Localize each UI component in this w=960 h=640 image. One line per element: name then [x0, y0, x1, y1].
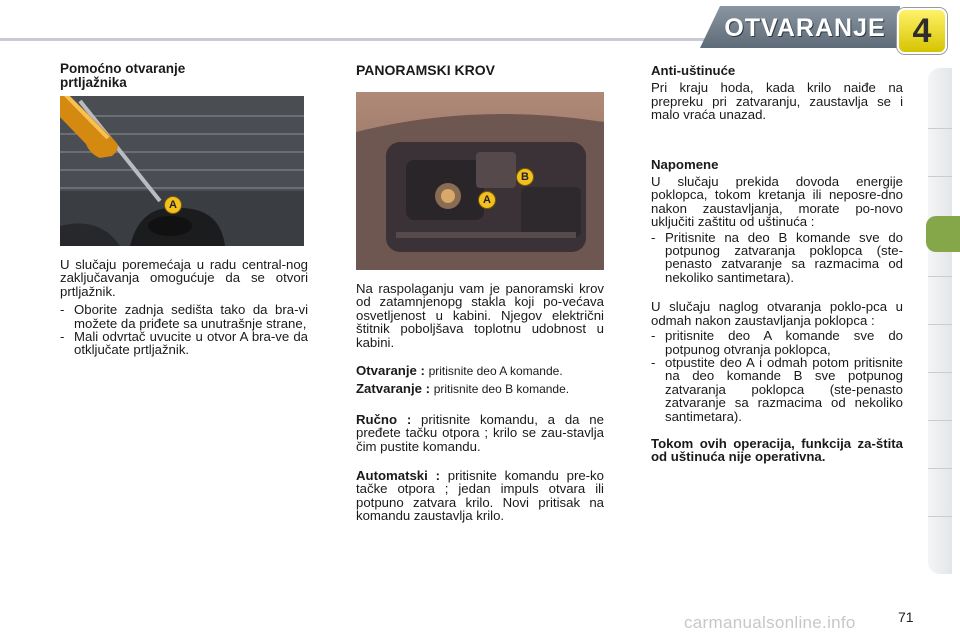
paragraph: U slučaju poremećaja u radu central-nog zaključavanja omogućuje da se otvori prtljažnik.	[60, 257, 308, 299]
section-heading: Anti-uštinuće	[651, 63, 736, 78]
list-item: - Oborite zadnja sedišta tako da bra-vi možete da priđete sa unutrašnje strane,	[60, 302, 308, 331]
middle-column-heading-wrap	[356, 64, 606, 77]
list-item: - otpustite deo A i odmah potom pritisnite na deo komande B sve potpunog zatvaranja poklopca (ste-penasto zatvaranje sa razmacima od nekoliko santimetara).	[651, 354, 903, 424]
paragraph: Na raspolaganju vam je panoramski krov od zatamnjenopg stakla koji po-većava osvetljenost u kabini. Njegov električni štitnik poboljšava toplotnu udobnost u kabini.	[356, 281, 604, 350]
instruction-text: pritisnite deo B komande.	[433, 382, 570, 397]
side-tab-divider	[928, 372, 952, 373]
section-heading: PANORAMSKI KROV	[356, 62, 495, 78]
paragraph: U slučaju prekida dovoda energije poklopca, tokom kretanja ili neposre-dno nakon zaustavljanja, morate po-novo uključiti zaštitu od uštinuća :	[651, 174, 903, 230]
left-body	[60, 258, 308, 357]
roof-control-photo	[356, 92, 604, 270]
instruction-label: Otvaranje :	[356, 363, 425, 379]
list-item-text: Oborite zadnja sedišta tako da bra-vi možete da priđete sa unutrašnje strane,	[74, 302, 308, 331]
right-column	[651, 64, 903, 464]
left-column	[60, 62, 310, 90]
side-tab-divider	[928, 128, 952, 129]
instruction-text: pritisnite deo A komande.	[428, 364, 563, 379]
manual-instruction	[356, 413, 604, 453]
list-item: - pritisnite deo A komande sve do potpunog otvranja poklopca,	[651, 328, 903, 357]
side-tab-divider	[928, 276, 952, 277]
callout-b-badge: B	[516, 168, 534, 186]
list-item: - Mali odvrtač uvucite u otvor A bra-ve da otključate prtljažnik.	[60, 329, 308, 358]
trunk-lock-photo	[60, 96, 304, 246]
paragraph: U slučaju naglog otvaranja poklo-pca u odmah nakon zaustavljanja poklopca :	[651, 299, 903, 328]
list-item-text: Pritisnite na deo B komande sve do potpunog zatvaranja poklopca (ste-penasto zatvaranje sa razmacima od nekoliko santimetara).	[665, 229, 903, 285]
side-tab-current[interactable]	[926, 216, 960, 252]
callout-a-badge: A	[478, 191, 496, 209]
list-item-text: otpustite deo A i odmah potom pritisnite na deo komande B sve potpunog zatvaranja poklopca (ste-penasto zatvaranje sa razmacima od nekoliko santimetara).	[665, 354, 903, 424]
section-heading: Pomoćno otvaranje prtljažnika	[60, 61, 186, 90]
trunk-lock-illustration	[60, 96, 304, 246]
side-tab-divider	[928, 516, 952, 517]
instruction-text: pritisnite komandu pre-ko tačke otpora ; jedan impuls otvara ili potpuno zatvara krilo. Novi pritisak na komandu zaustavlja krilo.	[356, 468, 604, 524]
list-item: - Pritisnite na deo B komande sve do potpunog zatvaranja poklopca (ste-penasto zatvaranje sa razmacima od nekoliko santimetara).	[651, 229, 903, 285]
open-instruction	[356, 364, 604, 378]
callout-a-badge: A	[164, 196, 182, 214]
chapter-side-tabs	[928, 68, 952, 574]
paragraph: Pri kraju hoda, kada krilo naiđe na prepreku pri zatvaranju, zaustavlja se i malo vraća unazad.	[651, 80, 903, 123]
warning-note: Tokom ovih operacija, funkcija za-štita od uštinuća nije operativna.	[651, 435, 903, 465]
chapter-title: OTVARANJE	[724, 14, 886, 42]
instruction-label: Ručno :	[356, 411, 412, 427]
side-tab-divider	[928, 324, 952, 325]
close-instruction	[356, 382, 604, 396]
page-number: 71	[898, 609, 914, 625]
instruction-label: Automatski :	[356, 468, 440, 484]
instruction-label: Zatvaranje :	[356, 381, 431, 397]
watermark: carmanualsonline.info	[684, 613, 856, 632]
section-heading: Napomene	[651, 156, 719, 172]
middle-body	[356, 282, 604, 523]
instruction-text: pritisnite komandu, a da ne pređete tačku otpora ; krilo se zau-stavlja čim pustite komandu.	[356, 411, 604, 454]
chapter-number-badge: 4	[897, 8, 947, 54]
side-tab-divider	[928, 176, 952, 177]
list-item-text: Mali odvrtač uvucite u otvor A bra-ve da otključate prtljažnik.	[74, 329, 308, 358]
auto-instruction	[356, 469, 604, 523]
roof-control-illustration	[356, 92, 604, 270]
side-tab-divider	[928, 468, 952, 469]
list-item-text: pritisnite deo A komande sve do potpunog otvranja poklopca,	[665, 328, 903, 357]
side-tab-divider	[928, 420, 952, 421]
